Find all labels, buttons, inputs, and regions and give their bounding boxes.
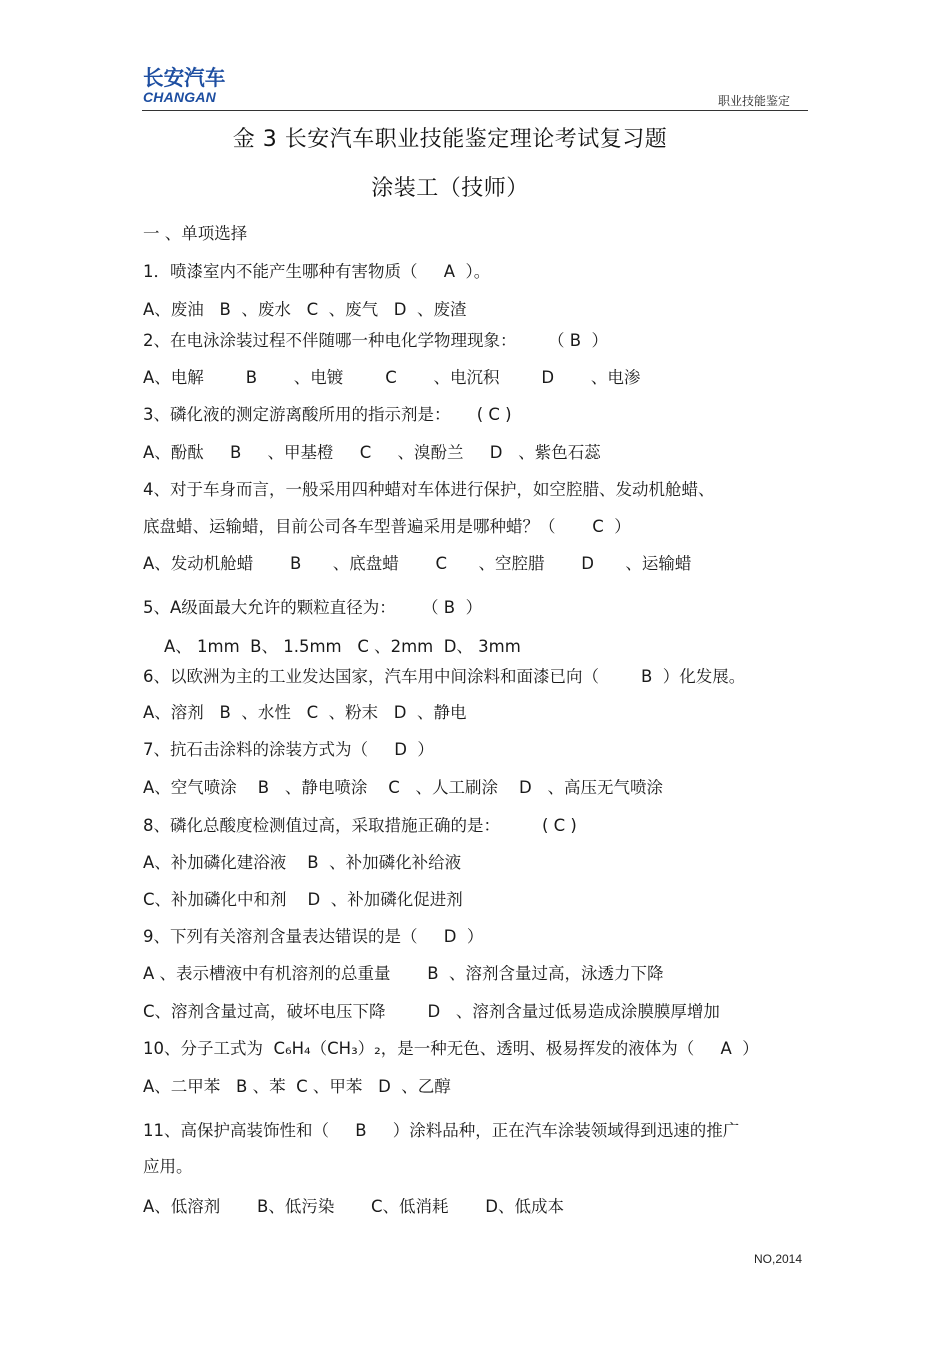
question-5: 5、A级面最大允许的颗粒直径为： （ B ） <box>143 598 483 617</box>
question-8-options-ab: A、补加磷化建浴液 B 、补加磷化补给液 <box>143 853 462 872</box>
document-subtitle: 涂装工（技师） <box>371 176 529 201</box>
question-10-options: A、二甲苯 B 、苯 C 、甲苯 D 、乙醇 <box>143 1077 451 1096</box>
header-divider <box>142 110 808 111</box>
question-3-options: A、酚酞 B 、甲基橙 C 、溴酚兰 D 、紫色石蕊 <box>143 443 601 462</box>
logo-english-text: CHANGAN <box>143 89 216 105</box>
question-8-options-cd: C、补加磷化中和剂 D 、补加磷化促进剂 <box>143 890 463 909</box>
question-10: 10、分子工式为 C₆H₄（CH₃）₂，是一种无色、透明、极易挥发的液体为（ A ） <box>143 1039 759 1058</box>
question-2-options: A、电解 B 、电镀 C 、电沉积 D 、电渗 <box>143 368 641 387</box>
section-heading: 一 、单项选择 <box>143 224 248 243</box>
question-9-options-cd: C、溶剂含量过高，破坏电压下降 D 、溶剂含量过低易造成涂膜膜厚增加 <box>143 1002 720 1021</box>
question-11-options: A、低溶剂 B、低污染 C、低消耗 D、低成本 <box>143 1197 564 1216</box>
question-2: 2、在电泳涂装过程不伴随哪一种电化学物理现象： （ B ） <box>143 331 609 350</box>
logo-chinese-text: 长安汽车 <box>143 66 226 90</box>
question-9-options-ab: A 、表示槽液中有机溶剂的总重量 B 、溶剂含量过高，泳透力下降 <box>143 964 664 983</box>
question-4: 4、对于车身而言，一般采用四种蜡对车体进行保护，如空腔腊、发动机舱蜡、 <box>143 480 715 499</box>
question-7: 7、抗石击涂料的涂装方式为（ D ） <box>143 740 434 759</box>
document-title: 金 3 长安汽车职业技能鉴定理论考试复习题 <box>232 127 668 152</box>
question-4-continued: 底盘蜡、运输蜡，目前公司各车型普遍采用是哪种蜡？（ C ） <box>143 517 631 536</box>
question-11-continued: 应用。 <box>143 1157 193 1176</box>
question-6: 6、以欧洲为主的工业发达国家，汽车用中间涂料和面漆已向（ B ）化发展。 <box>143 667 746 686</box>
question-6-options: A、溶剂 B 、水性 C 、粉末 D 、静电 <box>143 703 467 722</box>
question-4-options: A、发动机舱蜡 B 、底盘蜡 C 、空腔腊 D 、运输蜡 <box>143 554 692 573</box>
question-3: 3、磷化液的测定游离酸所用的指示剂是： ( C ) <box>143 405 512 424</box>
question-5-options: A、 1mm B、 1.5mm C 、2mm D、 3mm <box>143 637 521 656</box>
page-footer: NO,2014 <box>754 1252 803 1266</box>
question-1-options: A、废油 B 、废水 C 、废气 D 、废渣 <box>143 300 467 319</box>
header-category: 职业技能鉴定 <box>718 94 791 108</box>
question-7-options: A、空气喷涂 B 、静电喷涂 C 、人工刷涂 D 、高压无气喷涂 <box>143 778 663 797</box>
question-8: 8、磷化总酸度检测值过高，采取措施正确的是： ( C ) <box>143 816 577 835</box>
question-1: 1．喷漆室内不能产生哪种有害物质（ A ）。 <box>143 262 491 281</box>
changan-logo <box>143 66 243 104</box>
question-11: 11、高保护高装饰性和（ B ）涂料品种，正在汽车涂装领域得到迅速的推广 <box>143 1121 740 1140</box>
question-9: 9、下列有关溶剂含量表达错误的是（ D ） <box>143 927 484 946</box>
